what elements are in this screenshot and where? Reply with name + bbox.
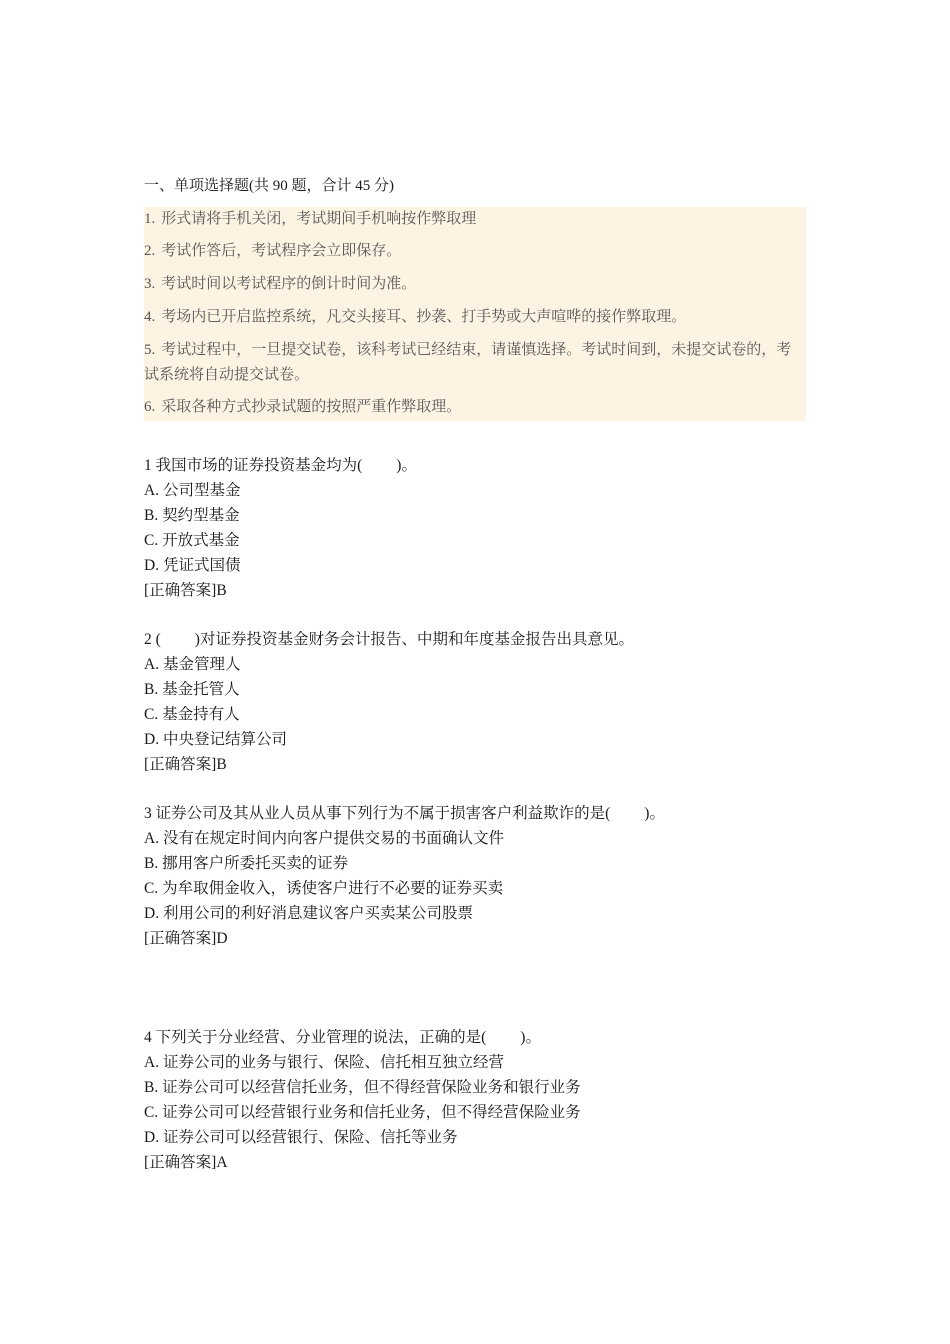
correct-answer: [正确答案]B xyxy=(144,756,227,773)
stem-text: 2 ( xyxy=(144,631,161,648)
stem-text: 4 下列关于分业经营、分业管理的说法，正确的是( xyxy=(144,1029,487,1046)
notice-number: 6. xyxy=(144,399,156,415)
notice-text: 考试时间以考试程序的倒计时间为准。 xyxy=(161,276,417,292)
notice-item-3 xyxy=(144,272,806,297)
stem-text: 1 我国市场的证券投资基金均为( xyxy=(144,457,363,474)
correct-answer: [正确答案]D xyxy=(144,930,228,947)
option-a: A. 公司型基金 xyxy=(144,482,241,499)
notice-text: 形式请将手机关闭，考试期间手机响按作弊取理 xyxy=(161,211,477,227)
option-d: D. 证券公司可以经营银行、保险、信托等业务 xyxy=(144,1129,458,1146)
question-2 xyxy=(144,627,808,777)
notice-number: 1. xyxy=(144,211,156,227)
correct-answer: [正确答案]A xyxy=(144,1154,228,1171)
question-4 xyxy=(144,1025,808,1175)
question-3 xyxy=(144,801,808,951)
question-stem xyxy=(144,801,808,826)
stem-text-end: )。 xyxy=(520,1029,541,1046)
option-b: B. 基金托管人 xyxy=(144,681,240,698)
notice-item-5 xyxy=(144,338,806,388)
option-b: B. 证券公司可以经营信托业务，但不得经营保险业务和银行业务 xyxy=(144,1079,581,1096)
option-d: D. 利用公司的利好消息建议客户买卖某公司股票 xyxy=(144,905,473,922)
option-c: C. 开放式基金 xyxy=(144,532,240,549)
stem-text: 3 证券公司及其从业人员从事下列行为不属于损害客户利益欺诈的是( xyxy=(144,805,611,822)
notice-number: 3. xyxy=(144,276,156,292)
correct-answer: [正确答案]B xyxy=(144,582,227,599)
exam-notice-box xyxy=(144,207,806,421)
notice-text: 考试作答后，考试程序会立即保存。 xyxy=(161,243,402,259)
section-title: 一、单项选择题(共 90 题，合计 45 分) xyxy=(144,178,394,194)
question-1 xyxy=(144,453,808,603)
option-d: D. 凭证式国债 xyxy=(144,557,241,574)
option-a: A. 基金管理人 xyxy=(144,656,241,673)
option-c: C. 为牟取佣金收入，诱使客户进行不必要的证券买卖 xyxy=(144,880,504,897)
notice-text: 采取各种方式抄录试题的按照严重作弊取理。 xyxy=(161,399,462,415)
option-b: B. 挪用客户所委托买卖的证券 xyxy=(144,855,349,872)
question-stem xyxy=(144,627,808,652)
stem-text-end: )。 xyxy=(644,805,665,822)
notice-text: 考试过程中，一旦提交试卷，该科考试已经结束，请谨慎选择。考试时间到，未提交试卷的，考试系统将自动提交试卷。 xyxy=(144,342,792,383)
notice-text: 考场内已开启监控系统，凡交头接耳、抄袭、打手势或大声喧哗的接作弊取理。 xyxy=(161,309,687,325)
option-a: A. 没有在规定时间内向客户提供交易的书面确认文件 xyxy=(144,830,504,847)
notice-number: 2. xyxy=(144,243,156,259)
option-c: C. 基金持有人 xyxy=(144,706,240,723)
question-stem xyxy=(144,453,808,478)
notice-number: 4. xyxy=(144,309,156,325)
option-c: C. 证券公司可以经营银行业务和信托业务，但不得经营保险业务 xyxy=(144,1104,581,1121)
stem-text-end: )对证券投资基金财务会计报告、中期和年度基金报告出具意见。 xyxy=(194,631,634,648)
option-d: D. 中央登记结算公司 xyxy=(144,731,287,748)
stem-text-end: )。 xyxy=(396,457,417,474)
option-b: B. 契约型基金 xyxy=(144,507,240,524)
question-stem xyxy=(144,1025,808,1050)
notice-item-1 xyxy=(144,207,806,232)
notice-item-4 xyxy=(144,305,806,330)
option-a: A. 证券公司的业务与银行、保险、信托相互独立经营 xyxy=(144,1054,504,1071)
notice-item-6 xyxy=(144,395,806,420)
notice-number: 5. xyxy=(144,342,156,358)
notice-item-2 xyxy=(144,239,806,264)
